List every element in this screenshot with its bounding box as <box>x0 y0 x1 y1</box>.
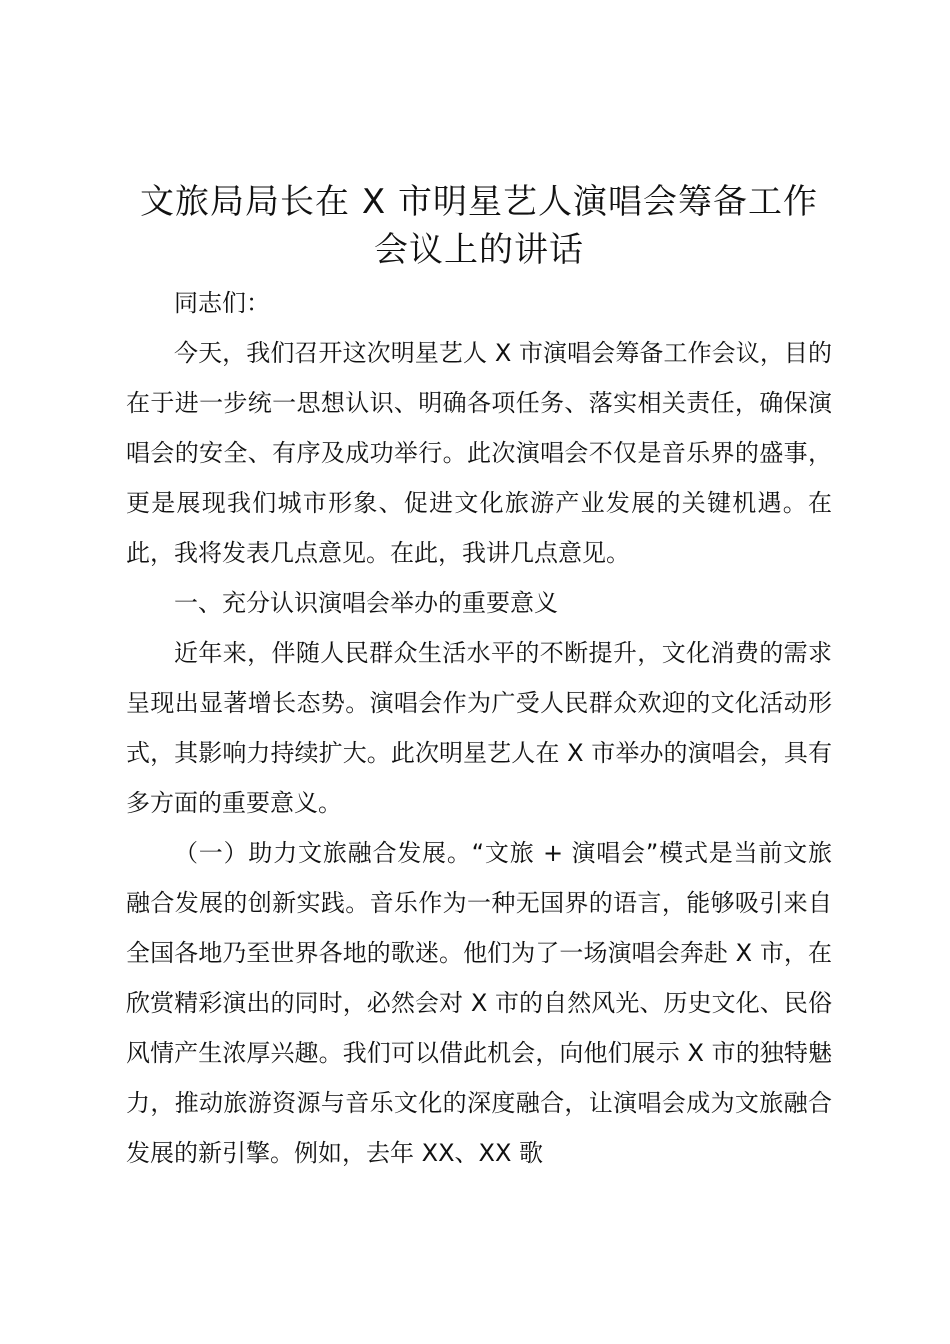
paragraph-subsection-1: （一）助力文旅融合发展。“文旅 + 演唱会”模式是当前文旅融合发展的创新实践。音乐作为一种无国界的语言，能够吸引来自全国各地乃至世界各地的歌迷。他们为了一场演唱会奔赴 X 市，在欣赏精彩演出的同时，必然会对 X 市的自然风光、历史文化、民俗风情产生浓厚兴趣。我们可以借此机会，向他们展示 X 市的独特魅力，推动旅游资源与音乐文化的深度融合，让演唱会成为文旅融合发展的新引擎。例如，去年 XX、XX 歌 <box>126 839 832 1167</box>
paragraph-intro: 今天，我们召开这次明星艺人 X 市演唱会筹备工作会议，目的在于进一步统一思想认识、明确各项任务、落实相关责任，确保演唱会的安全、有序及成功举行。此次演唱会不仅是音乐界的盛事，更是展现我们城市形象、促进文化旅游产业发展的关键机遇。在此，我将发表几点意见。在此，我讲几点意见。 <box>126 339 832 567</box>
document-title: 文旅局局长在 X 市明星艺人演唱会筹备工作会议上的讲话 <box>140 182 818 270</box>
salutation: 同志们： <box>174 289 270 317</box>
section-heading-1: 一、充分认识演唱会举办的重要意义 <box>174 589 558 617</box>
document-body <box>126 278 832 1178</box>
paragraph-background: 近年来，伴随人民群众生活水平的不断提升，文化消费的需求呈现出显著增长态势。演唱会作为广受人民群众欢迎的文化活动形式，其影响力持续扩大。此次明星艺人在 X 市举办的演唱会，具有多方面的重要意义。 <box>126 639 832 817</box>
